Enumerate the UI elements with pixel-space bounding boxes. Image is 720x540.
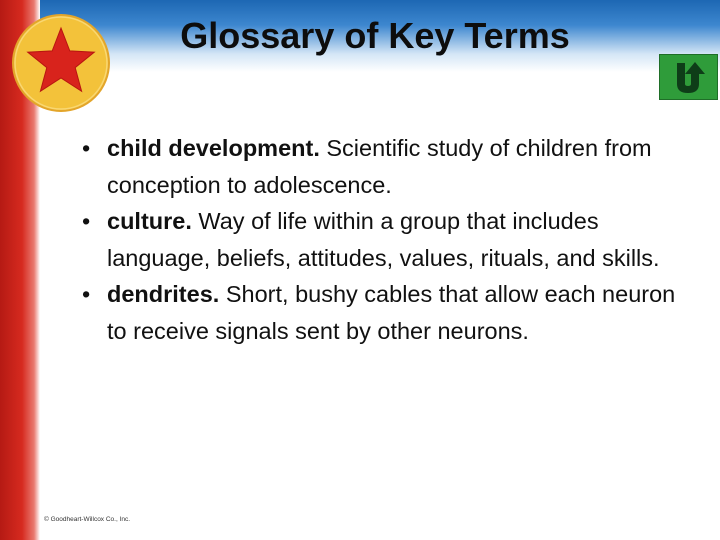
- page-title: Glossary of Key Terms: [180, 15, 570, 56]
- bullet: •: [82, 135, 91, 161]
- glossary-definition: Scientific study of children from conception to adolescence.: [107, 135, 652, 198]
- u-turn-arrow-icon: [660, 55, 717, 99]
- star-icon: [10, 12, 112, 114]
- bullet: •: [82, 208, 91, 234]
- star-badge: [10, 12, 112, 114]
- glossary-term: dendrites.: [107, 281, 220, 307]
- bullet: •: [82, 281, 91, 307]
- return-button[interactable]: [659, 54, 718, 100]
- glossary-definition: Way of life within a group that includes language, beliefs, attitudes, values, rituals, and skills.: [107, 208, 660, 271]
- list-item: [82, 203, 682, 276]
- copyright-notice: © Goodheart-Willcox Co., Inc.: [44, 516, 131, 523]
- glossary-term: child development.: [107, 135, 320, 161]
- list-item: [82, 276, 682, 349]
- glossary-definition: Short, bushy cables that allow each neuron to receive signals sent by other neurons.: [107, 281, 676, 344]
- list-item: [82, 130, 682, 203]
- glossary-list: [82, 130, 682, 349]
- glossary-term: culture.: [107, 208, 192, 234]
